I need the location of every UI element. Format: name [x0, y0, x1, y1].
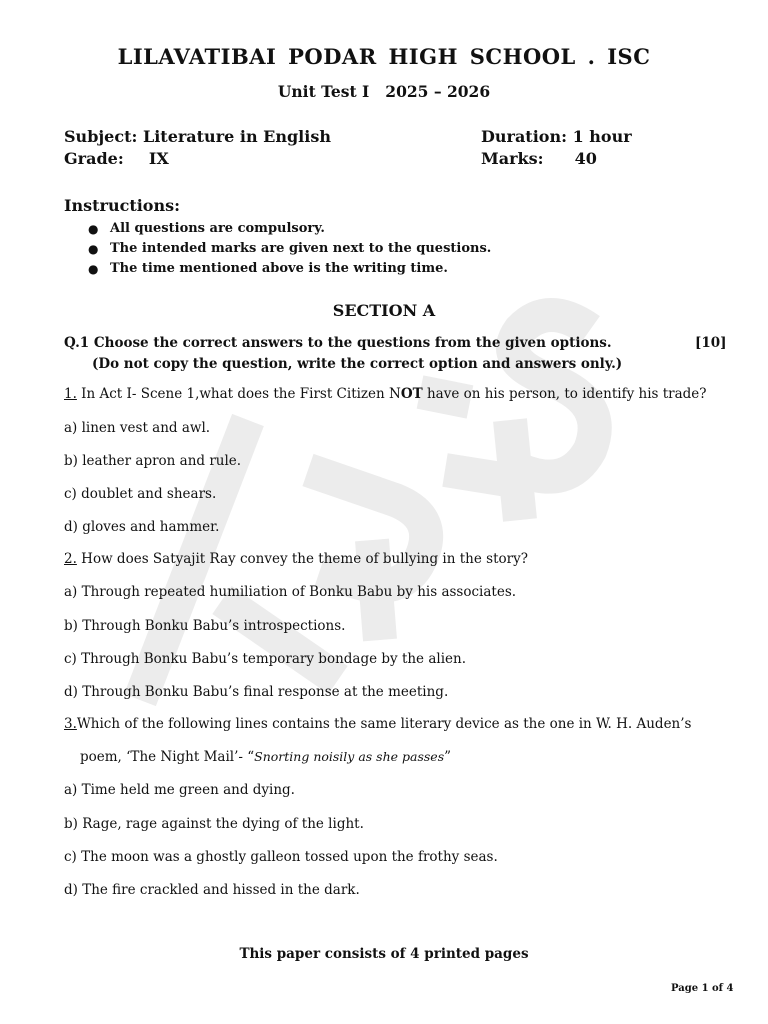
question-1-note: (Do not copy the question, write the correct option and answers only.): [92, 356, 623, 372]
page-number: Page 1 of 4: [671, 983, 734, 994]
question-1-marks: [10]: [695, 335, 727, 351]
mcq-option: c) Through Bonku Babu’s temporary bondage by the alien.: [64, 651, 467, 667]
subject-line: [64, 127, 331, 146]
mcq-option: a) Time held me green and dying.: [64, 782, 295, 798]
mcq-option: d) The fire crackled and hissed in the dark.: [64, 882, 360, 898]
mcq-number: 1.: [64, 386, 77, 402]
school-name: LILAVATIBAI PODAR HIGH SCHOOL . ISC: [117, 44, 651, 69]
mcq-option: b) Through Bonku Babu’s introspections.: [64, 618, 346, 634]
duration-value: 1 hour: [572, 127, 632, 146]
mcq-option: b) Rage, rage against the dying of the light.: [64, 816, 364, 832]
mcq-1-stem: 1. In Act I- Scene 1,what does the First Citizen NOT have on his person, to identify his trade?: [64, 386, 707, 402]
subject-label: Subject:: [64, 127, 138, 146]
mcq-option: c) The moon was a ghostly galleon tossed upon the frothy seas.: [64, 849, 498, 865]
mcq-3-stem-continued: poem, ‘The Night Mail’- “Snorting noisily as she passes”: [80, 749, 452, 765]
instruction-item: ● All questions are compulsory.: [88, 219, 491, 239]
section-heading: SECTION A: [332, 301, 436, 320]
marks-value: 40: [574, 149, 597, 168]
bullet-icon: ●: [88, 222, 99, 236]
academic-year: 2025 – 2026: [385, 82, 491, 101]
mcq-option: a) linen vest and awl.: [64, 420, 211, 436]
instructions-title: Instructions:: [64, 196, 181, 215]
printed-pages-note: This paper consists of 4 printed pages: [239, 946, 529, 962]
mcq-option: b) leather apron and rule.: [64, 453, 242, 469]
mcq-option: a) Through repeated humiliation of Bonku Babu by his associates.: [64, 584, 517, 600]
bullet-icon: ●: [88, 262, 99, 276]
test-name: Unit Test I: [277, 82, 370, 101]
mcq-option: c) doublet and shears.: [64, 486, 217, 502]
marks-line: [481, 149, 597, 168]
subject-value: Literature in English: [142, 127, 331, 146]
mcq-number: 2.: [64, 551, 77, 567]
question-1-heading: Q.1 Choose the correct answers to the questions from the given options.: [64, 335, 612, 351]
mcq-option: d) gloves and hammer.: [64, 519, 220, 535]
mcq-3-stem: 3.Which of the following lines contains the same literary device as the one in W. H. Auden’s: [64, 716, 692, 732]
instruction-item: ● The intended marks are given next to the questions.: [88, 239, 491, 259]
bullet-icon: ●: [88, 242, 99, 256]
mcq-2-stem: 2. How does Satyajit Ray convey the theme of bullying in the story?: [64, 551, 528, 567]
grade-line: [64, 149, 169, 168]
test-title: [0, 82, 768, 101]
grade-label: Grade:: [64, 149, 124, 168]
duration-line: [481, 127, 632, 146]
grade-value: IX: [148, 149, 169, 168]
instructions-list: [88, 219, 491, 279]
mcq-number: 3.: [64, 716, 77, 732]
instruction-item: ● The time mentioned above is the writing time.: [88, 259, 491, 279]
marks-label: Marks:: [481, 149, 544, 168]
mcq-option: d) Through Bonku Babu’s final response at the meeting.: [64, 684, 449, 700]
duration-label: Duration:: [481, 127, 567, 146]
quoted-line: Snorting noisily as she passes: [254, 749, 445, 764]
